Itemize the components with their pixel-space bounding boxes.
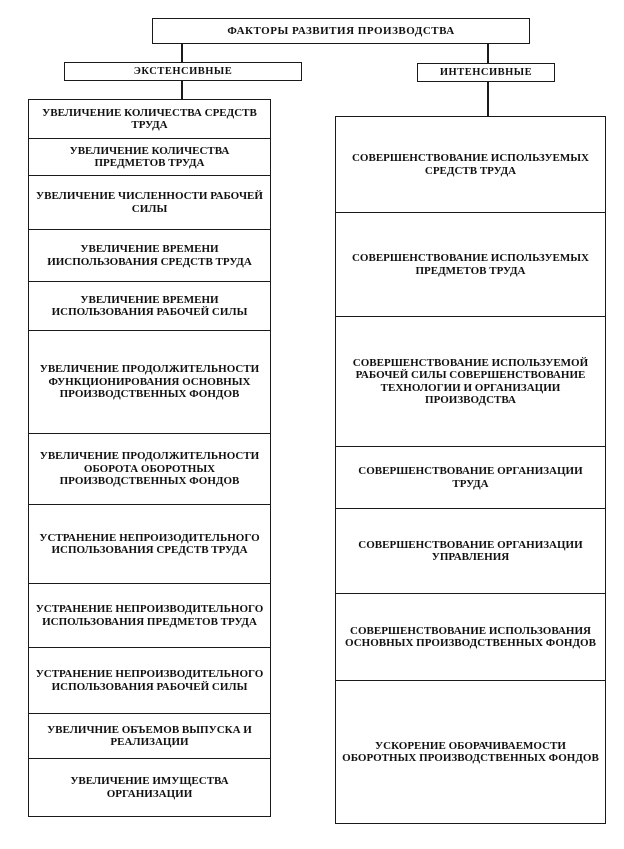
intensive-factors-list [335, 116, 606, 824]
extensive-header: ЭКСТЕНСИВНЫЕ [64, 62, 302, 81]
extensive-item: УВЕЛИЧЕНИЕ ПРОДОЛЖИТЕЛЬНОСТИ ОБОРОТА ОБОРОТНЫХ ПРОИЗВОДСТВЕННЫХ ФОНДОВ [29, 433, 270, 504]
diagram-title: ФАКТОРЫ РАЗВИТИЯ ПРОИЗВОДСТВА [152, 18, 530, 44]
extensive-item: УВЕЛИЧЕНИЕ КОЛИЧЕСТВА СРЕДСТВ ТРУДА [42, 106, 257, 131]
extensive-item: УВЕЛИЧЕНИЕ КОЛИЧЕСТВА ПРЕДМЕТОВ ТРУДА [29, 138, 270, 175]
extensive-item: УСТРАНЕНИЕ НЕПРОИЗВОДИТЕЛЬНОГО ИСПОЛЬЗОВАНИЯ РАБОЧЕЙ СИЛЫ [29, 647, 270, 713]
connector-title-to-left [181, 44, 183, 63]
intensive-item: СОВЕРШЕНСТВОВАНИЕ ИСПОЛЬЗУЕМЫХ ПРЕДМЕТОВ ТРУДА [336, 212, 605, 316]
intensive-item: УСКОРЕНИЕ ОБОРАЧИВАЕМОСТИ ОБОРОТНЫХ ПРОИЗВОДСТВЕННЫХ ФОНДОВ [336, 680, 605, 823]
extensive-item: УВЕЛИЧЕНИЕ ВРЕМЕНИ ИСПОЛЬЗОВАНИЯ РАБОЧЕЙ СИЛЫ [29, 281, 270, 330]
extensive-item: УВЕЛИЧЕНИЕ ВРЕМЕНИ ИИСПОЛЬЗОВАНИЯ СРЕДСТВ ТРУДА [29, 229, 270, 281]
extensive-item: УВЕЛИЧНИЕ ОБЪЕМОВ ВЫПУСКА И РЕАЛИЗАЦИИ [29, 713, 270, 758]
intensive-item: СОВЕРШЕНСТВОВАНИЕ ОРГАНИЗАЦИИ УПРАВЛЕНИЯ [336, 508, 605, 593]
intensive-item: СОВЕРШЕНСТВОВАНИЕ ИСПОЛЬЗОВАНИЯ ОСНОВНЫХ ПРОИЗВОДСТВЕННЫХ ФОНДОВ [336, 593, 605, 680]
extensive-item: УСТРАНЕНИЕ НЕПРОИЗОДИТЕЛЬНОГО ИСПОЛЬЗОВАНИЯ СРЕДСТВ ТРУДА [29, 504, 270, 583]
intensive-header: ИНТЕНСИВНЫЕ [417, 63, 555, 82]
extensive-item: УСТРАНЕНИЕ НЕПРОИЗВОДИТЕЛЬНОГО ИСПОЛЬЗОВАНИЯ ПРЕДМЕТОВ ТРУДА [29, 583, 270, 647]
connector-right-header-to-column [487, 82, 489, 116]
intensive-item: СОВЕРШЕНСТВОВАНИЕ ОРГАНИЗАЦИИ ТРУДА [336, 446, 605, 508]
connector-title-to-right [487, 44, 489, 64]
intensive-item: СОВЕРШЕНСТВОВАНИЕ ИСПОЛЬЗУЕМОЙ РАБОЧЕЙ СИЛЫ СОВЕРШЕНСТВОВАНИЕ ТЕХНОЛОГИИ И ОРГАНИЗАЦИИ ПРОИЗВОДСТВА [336, 316, 605, 446]
extensive-factors-list [28, 99, 271, 817]
extensive-item: УВЕЛИЧЕНИЕ ИМУЩЕСТВА ОРГАНИЗАЦИИ [29, 758, 270, 816]
extensive-item: УВЕЛИЧЕНИЕ ЧИСЛЕННОСТИ РАБОЧЕЙ СИЛЫ [29, 175, 270, 229]
intensive-item: СОВЕРШЕНСТВОВАНИЕ ИСПОЛЬЗУЕМЫХ СРЕДСТВ ТРУДА [351, 152, 589, 177]
extensive-item: УВЕЛИЧЕНИЕ ПРОДОЛЖИТЕЛЬНОСТИ ФУНКЦИОНИРОВАНИЯ ОСНОВНЫХ ПРОИЗВОДСТВЕННЫХ ФОНДОВ [29, 330, 270, 433]
connector-left-header-to-column [181, 81, 183, 100]
